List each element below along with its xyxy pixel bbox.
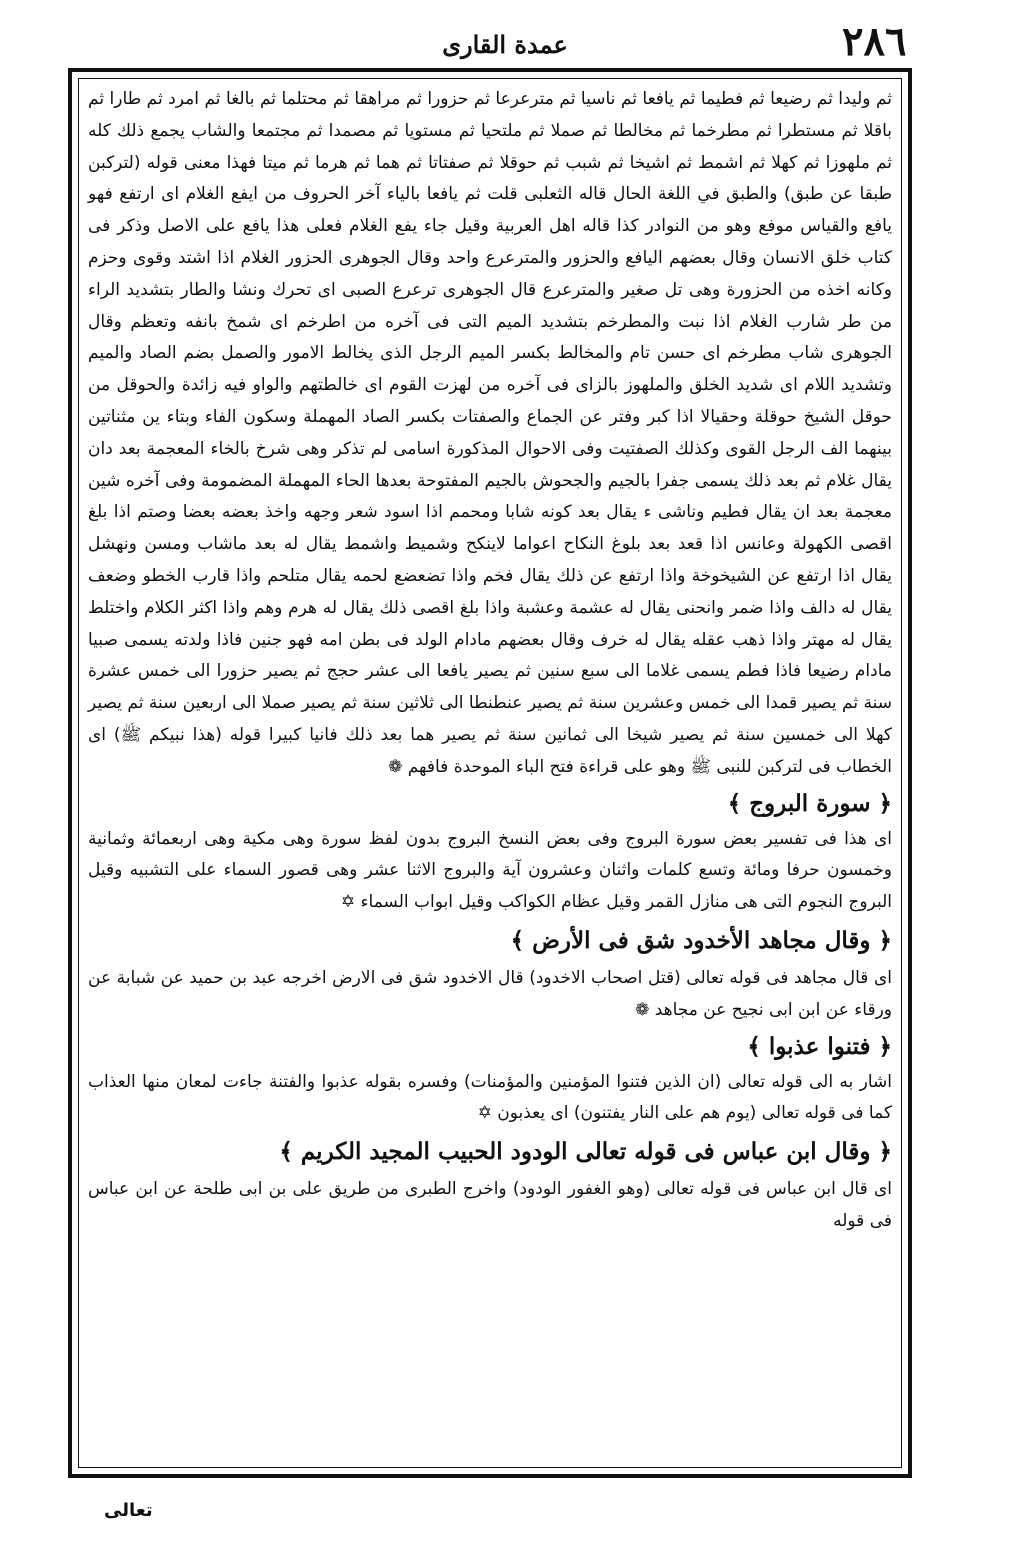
section-heading: ﴿ وقال ابن عباس فى قوله تعالى الودود الحبيب المجيد الكريم ﴾ (279, 1138, 892, 1166)
section-paragraph: اى قال مجاهد فى قوله تعالى (قتل اصحاب الاخدود) قال الاخدود شق فى الارض اخرجه عبد بن حميد عن شبابة عن ورقاء عن ابن ابى نجيح عن مجاهد ❁ (88, 967, 892, 1020)
section-paragraph: اى قال ابن عباس فى قوله تعالى (وهو الغفور الودود) واخرج الطبرى من طريق على بن ابى طلحة عن ابن عباس فى قوله (88, 1179, 892, 1231)
body-paragraph: ثم وليدا ثم رضيعا ثم فطيما ثم يافعا ثم ناسيا ثم مترعرعا ثم حزورا ثم مراهقا ثم محتلما ثم بالغا ثم امرد ثم طارا ثم باقلا ثم مستطرا ثم مطرخما ثم مخالطا ثم صملا ثم ملتحيا ثم مستويا ثم مصمدا ثم مجتمعا والشاب يجمع ذلك كله ثم ملهوزا ثم كهلا ثم اشمط ثم اشيخا ثم شبب ثم حوقلا ثم صفتاتا ثم هما ثم هرما ثم ميتا فهذا معنى قوله (لتركبن طبقا عن طبق) والطبق في اللغة الحال قاله الثعلبى قلت ثم يافعا بالياء آخر الحروف من ايفع الغلام اى ارتفع فهو يافع والقياس موفع وهو من النوادر كذا قاله اهل العربية وقيل جاء يفع الغلام فعلى هذا يافع على الاصل وذكر فى كتاب خلق الانسان وقال بعضهم اليافع والحزور والمترعرع واحد وقال الجوهرى الحزور الغلام اذا اشتد وقوى وحزم وكانه اخذه من الحزورة وهى تل صغير والمترعرع قال الجوهرى ترعرع الصبى اى تحرك ونشا والطار بتشديد الراء من طر شارب الغلام اذا نبت والمطرخم بتشديد الميم التى فى آخره من اطرخم اى شمخ بانفه وتعظم وقال الجوهرى شاب مطرخم اى حسن تام والمخالط بكسر الميم الرجل الذى يخالط الامور والصمل بضم الصاد والميم وتشديد اللام اى شديد الخلق والملهوز بالزاى فى آخره من لهزت القوم اى خالطتهم والواو فيه زائدة والحوقل من حوقل الشيخ حوقلة وحقيالا اذا كبر وفتر عن الجماع والصفتات بكسر الصاد المهملة وسكون الفاء وبتاء ين مثناتين بينهما الف الرجل القوى وكذلك الصفتيت وفى الاحوال المذكورة اسامى لم تذكر وهى شرخ بالخاء المعجمة بعد دان يقال غلام ثم بعد ذلك يسمى جفرا بالجيم والجحوش بالجيم المفتوحة بعدها الحاء المهملة المضمومة وفى آخره شين معجمة بعد ان يقال فطيم وناشى ء يقال بعد كونه شابا ومحمم اذا اسود شعر وجهه واخذ بعضه بعضا وصتم اذا بلغ اقصى الكهولة وعانس اذا قعد بعد بلوغ النكاح اعواما لاينكح وشميط واشمط يقال له بعد ماشاب ومسن ونهشل يقال اذا ارتفع عن الشيخوخة واذا ارتفع عن ذلك يقال فخم واذا تضعضع لحمه يقال متلحم واذا قارب الخطو وضعف يقال له دالف واذا ضمر وانحنى يقال له عشمة وعشبة واذا بلغ اقصى ذلك يقال له هرم وهم واذا اكثر الكلام واختلط يقال له مهتر واذا ذهب عقله يقال له خرف وقال بعضهم مادام الولد فى بطن امه فهو جنين فاذا ولدته يسمى صبيا مادام رضيعا فاذا فطم يسمى غلاما الى سبع سنين ثم يصير يافعا الى عشر حجج ثم يصير حزورا الى خمس عشرة سنة ثم يصير قمدا الى خمس وعشرين سنة ثم يصير عنطنطا الى ثلاثين سنة ثم يصير صملا الى اربعين سنة ثم يصير كهلا الى خمسين سنة ثم يصير شيخا الى ثمانين سنة ثم يصير هما بعد ذلك فانيا كبيرا قوله (هذا نبيكم ﷺ) اى الخطاب فى لتركبن للنبى ﷺ وهو على قراءة فتح الباء الموحدة فافهم ❁ (88, 89, 892, 777)
page-number: ٢٨٦ (842, 18, 907, 65)
side-heading-row (88, 1027, 892, 1067)
section-heading-row (88, 784, 892, 824)
catchword: تعالى (104, 1500, 153, 1521)
section-paragraph: اى هذا فى تفسير بعض سورة البروج وفى بعض النسخ البروج بدون لفظ سورة وهى مكية وهى اربعمائة وثمانية وخمسون حرفا ومائة وتسع كلمات واثنان وعشرون آية والبروج الاثنا عشر وهى قصور السماء على التشبيه وقيل البروج النجوم التى هى منازل القمر وقيل عظام الكواكب وقيل ابواب السماء ✡ (88, 828, 892, 913)
section-paragraph: اشار به الى قوله تعالى (ان الذين فتنوا المؤمنين والمؤمنات) وفسره بقوله عذبوا والفتنة جاءت لمعان منها العذاب كما فى قوله تعالى (يوم هم على النار يفتنون) اى يعذبون ✡ (88, 1071, 892, 1124)
surah-heading: ﴿ سورة البروج ﴾ (727, 789, 892, 817)
running-title: عمدة القارى (442, 30, 568, 59)
side-heading: ﴿ فتنوا عذبوا ﴾ (747, 1032, 892, 1060)
page-body (88, 84, 892, 1460)
section-heading: ﴿ وقال مجاهد الأخدود شق فى الأرض ﴾ (510, 926, 892, 954)
